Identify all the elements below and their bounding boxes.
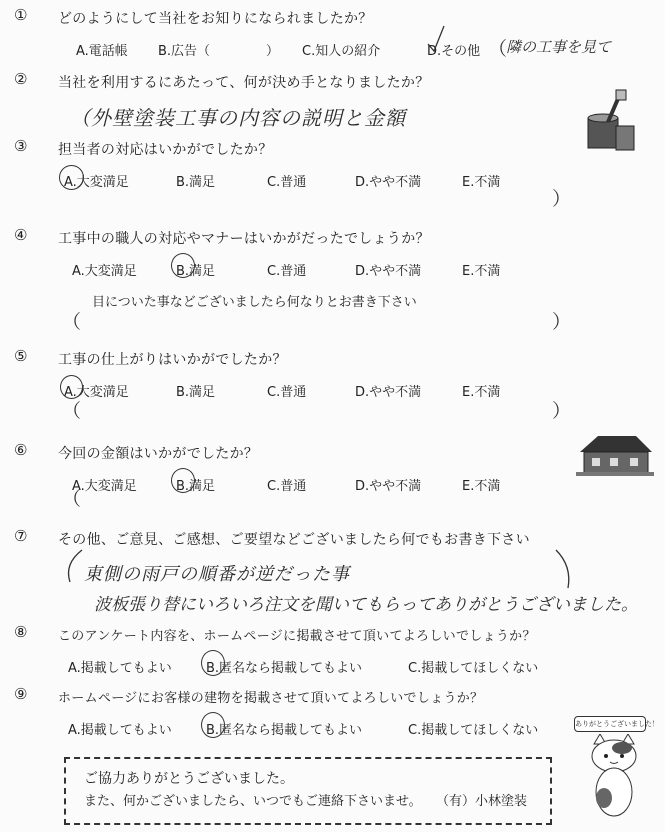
q7-number: ⑦ bbox=[14, 527, 28, 545]
q8-option-c: C.掲載してほしくない bbox=[408, 661, 539, 676]
q2-number: ② bbox=[14, 70, 28, 88]
q6-selected-circle bbox=[171, 468, 195, 493]
q6-option-d: D.やや不満 bbox=[355, 479, 422, 494]
q3-option-e: E.不満 bbox=[462, 175, 501, 190]
q4-paren-close: ） bbox=[552, 311, 572, 333]
q1-option-b: B.広告（ bbox=[158, 44, 211, 59]
q9-option-b: B.匿名なら掲載してもよい bbox=[206, 723, 363, 738]
q4-paren-open: （ bbox=[62, 311, 82, 333]
q1-other-paren: （ bbox=[488, 38, 508, 60]
q7-answer-line1: 東側の雨戸の順番が逆だった事 bbox=[84, 564, 350, 585]
q3-text: 担当者の対応はいかがでしたか？ bbox=[58, 142, 273, 158]
q4-option-d: D.やや不満 bbox=[355, 264, 422, 279]
q4-option-c: C.普通 bbox=[267, 264, 307, 279]
q2-text: 当社を利用するにあたって、何が決め手となりましたか？ bbox=[58, 75, 430, 91]
q6-option-c: C.普通 bbox=[267, 479, 307, 494]
footer-thanks: ご協力ありがとうございました。 bbox=[84, 771, 294, 787]
q4-option-b: B.満足 bbox=[176, 264, 216, 279]
q3-option-d: D.やや不満 bbox=[355, 175, 422, 190]
house-icon bbox=[576, 430, 654, 476]
q3-option-c: C.普通 bbox=[267, 175, 307, 190]
q4-comment-prompt: 目についた事などございましたら何なりとお書き下さい bbox=[92, 295, 417, 310]
q8-selected-circle bbox=[201, 650, 225, 676]
q4-text: 工事中の職人の対応やマナーはいかがだったでしょうか？ bbox=[58, 231, 430, 247]
q5-option-b: B.満足 bbox=[176, 385, 216, 400]
q7-answer-line2: 波板張り替にいろいろ注文を聞いてもらってありがとうございました。 bbox=[94, 595, 638, 615]
q8-text: このアンケート内容を、ホームページに掲載させて頂いてよろしいでしょうか？ bbox=[58, 629, 536, 644]
q6-paren-open: （ bbox=[62, 488, 82, 510]
q7-text: その他、ご意見、ご感想、ご要望などございましたら何でもお書き下さい bbox=[58, 532, 530, 548]
q1-option-c: C.知人の紹介 bbox=[302, 44, 381, 59]
q9-option-c: C.掲載してほしくない bbox=[408, 723, 539, 738]
footer-contact: また、何かございましたら、いつでもご連絡下さいませ。 bbox=[84, 794, 422, 809]
q5-text: 工事の仕上がりはいかがでしたか？ bbox=[58, 352, 287, 368]
q6-option-e: E.不満 bbox=[462, 479, 501, 494]
q9-text: ホームページにお客様の建物を掲載させて頂いてよろしいでしょうか？ bbox=[58, 691, 484, 706]
q5-option-e: E.不満 bbox=[462, 385, 501, 400]
q3-number: ③ bbox=[14, 137, 28, 155]
q3-selected-circle bbox=[59, 165, 84, 190]
q5-option-c: C.普通 bbox=[267, 385, 307, 400]
q3-option-a: A.大変満足 bbox=[64, 175, 129, 190]
q1-option-b-close: ） bbox=[266, 44, 280, 59]
q5-number: ⑤ bbox=[14, 347, 28, 365]
q8-option-a: A.掲載してもよい bbox=[68, 661, 172, 676]
q9-number: ⑨ bbox=[14, 685, 28, 703]
q9-option-a: A.掲載してもよい bbox=[68, 723, 172, 738]
q8-number: ⑧ bbox=[14, 623, 28, 641]
q1-option-d: D.その他 bbox=[427, 44, 481, 59]
footer-company: （有）小林塗装 bbox=[436, 794, 528, 809]
q6-option-b: B.満足 bbox=[176, 479, 216, 494]
q4-option-e: E.不満 bbox=[462, 264, 501, 279]
q5-option-a: A.大変満足 bbox=[64, 385, 129, 400]
q1-option-a: A.電話帳 bbox=[76, 44, 128, 59]
q5-paren-close: ） bbox=[552, 400, 572, 422]
q4-number: ④ bbox=[14, 226, 28, 244]
q4-selected-circle bbox=[171, 253, 195, 278]
q3-option-b: B.満足 bbox=[176, 175, 216, 190]
cat-mascot-icon bbox=[586, 734, 642, 820]
mascot-speech-bubble: ありがとうございました！ bbox=[574, 716, 646, 732]
q9-selected-circle bbox=[201, 712, 225, 738]
q6-text: 今回の金額はいかがでしたか？ bbox=[58, 446, 259, 462]
q1-text: どのようにして当社をお知りになられましたか？ bbox=[58, 11, 373, 27]
q1-other-answer: 隣の工事を見て bbox=[506, 38, 612, 56]
q4-option-a: A.大変満足 bbox=[72, 264, 137, 279]
q2-answer: （外壁塗装工事の内容の説明と金額 bbox=[70, 106, 406, 130]
q8-option-b: B.匿名なら掲載してもよい bbox=[206, 661, 363, 676]
q6-number: ⑥ bbox=[14, 441, 28, 459]
q3-paren-close: ） bbox=[552, 188, 572, 210]
paint-can-icon bbox=[580, 88, 642, 154]
q5-option-d: D.やや不満 bbox=[355, 385, 422, 400]
q6-option-a: A.大変満足 bbox=[72, 479, 137, 494]
q5-paren-open: （ bbox=[62, 400, 82, 422]
q1-number: ① bbox=[14, 6, 28, 24]
checkmark-icon bbox=[426, 24, 446, 54]
